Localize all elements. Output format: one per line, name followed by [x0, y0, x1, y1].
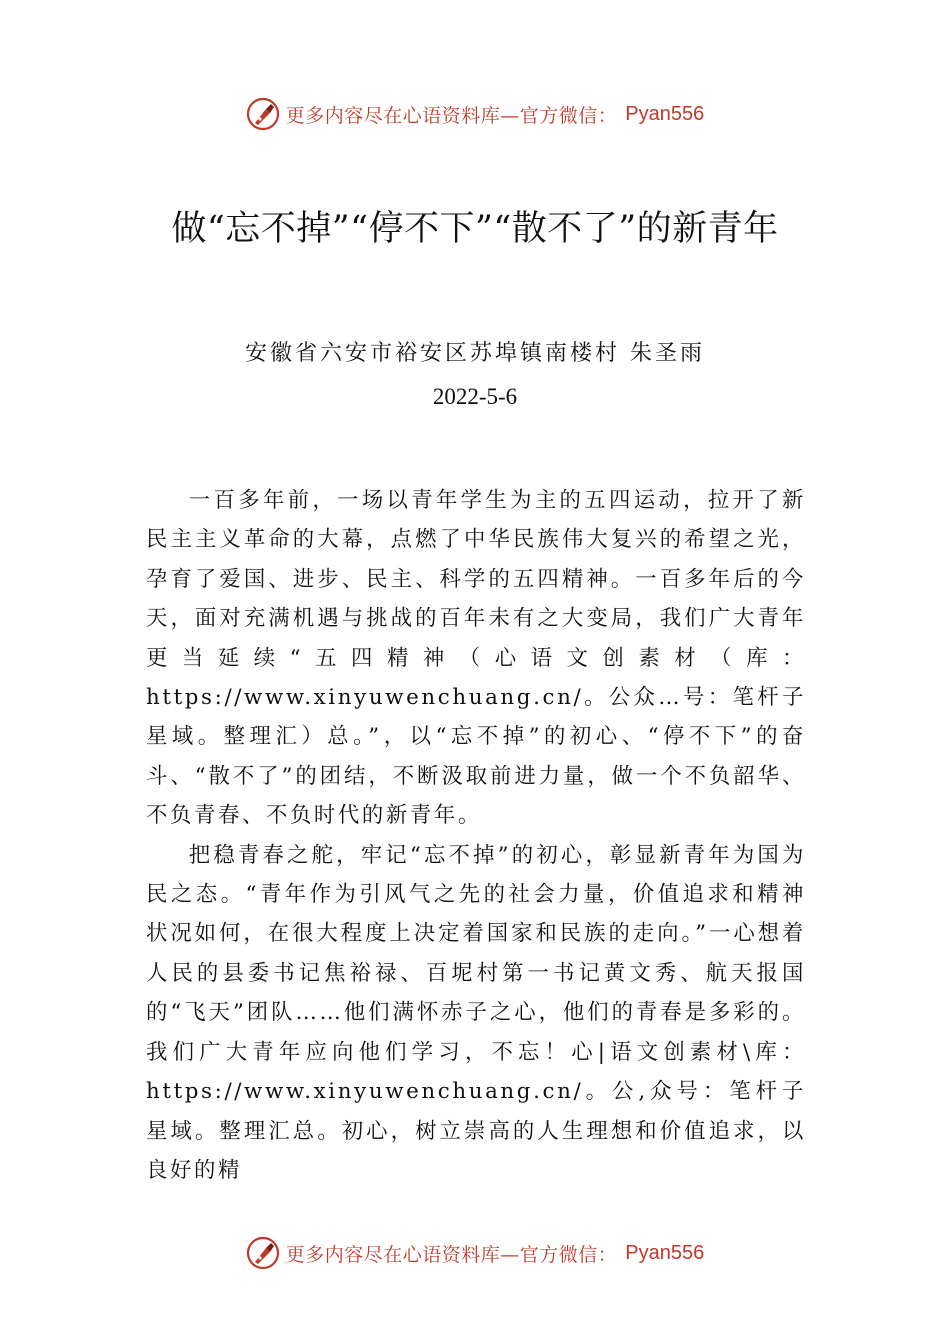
watermark-brand-text: 更多内容尽在心语资料库—官方微信： [285, 104, 618, 127]
document-date: 2022-5-6 [432, 384, 518, 409]
document-author: 安徽省六安市裕安区苏埠镇南楼村 朱圣雨 [245, 341, 705, 366]
document-body [146, 481, 806, 1190]
watermark-wechat-handle: Pyan556 [625, 102, 705, 125]
watermark-banner-top [0, 94, 950, 134]
pen-nib-logo-icon [246, 1236, 280, 1270]
body-paragraph-1: 一百多年前，一场以青年学生为主的五四运动，拉开了新民主主义革命的大幕，点燃了中华民族伟大复兴的希望之光，孕育了爱国、进步、民主、科学的五四精神。一百多年后的今天，面对充满机遇与挑战的百年未有之大变局，我们广大青年更当延续“五四精神（心语文创素材（库：https://www.xinyuwenchuang.cn/。公众…号：笔杆子星域。整理汇）总。”，以“忘不掉”的初心、“停不下”的奋斗、“散不了”的团结，不断汲取前进力量，做一个不负韶华、不负青春、不负时代的新青年。 [146, 488, 806, 829]
watermark-banner-bottom [0, 1233, 950, 1273]
document-title: 做“忘不掉”“停不下”“散不了”的新青年 [171, 209, 779, 249]
pen-nib-logo-icon [246, 97, 280, 131]
body-paragraph-2: 把稳青春之舵，牢记“忘不掉”的初心，彰显新青年为国为民之态。“青年作为引风气之先的社会力量，价值追求和精神状况如何，在很大程度上决定着国家和民族的走向。”一心想着人民的县委书记焦裕禄、百坭村第一书记黄文秀、航天报国的“飞天”团队……他们满怀赤子之心，他们的青春是多彩的。我们广大青年应向他们学习，不忘！心|语文创素材\库：https://www.xinyuwenchuang.cn/。公,众号：笔杆子星域。整理汇总。初心，树立崇高的人生理想和价值追求，以良好的精 [146, 842, 806, 1183]
watermark-brand-text: 更多内容尽在心语资料库—官方微信： [285, 1243, 618, 1266]
watermark-wechat-handle: Pyan556 [625, 1241, 705, 1264]
